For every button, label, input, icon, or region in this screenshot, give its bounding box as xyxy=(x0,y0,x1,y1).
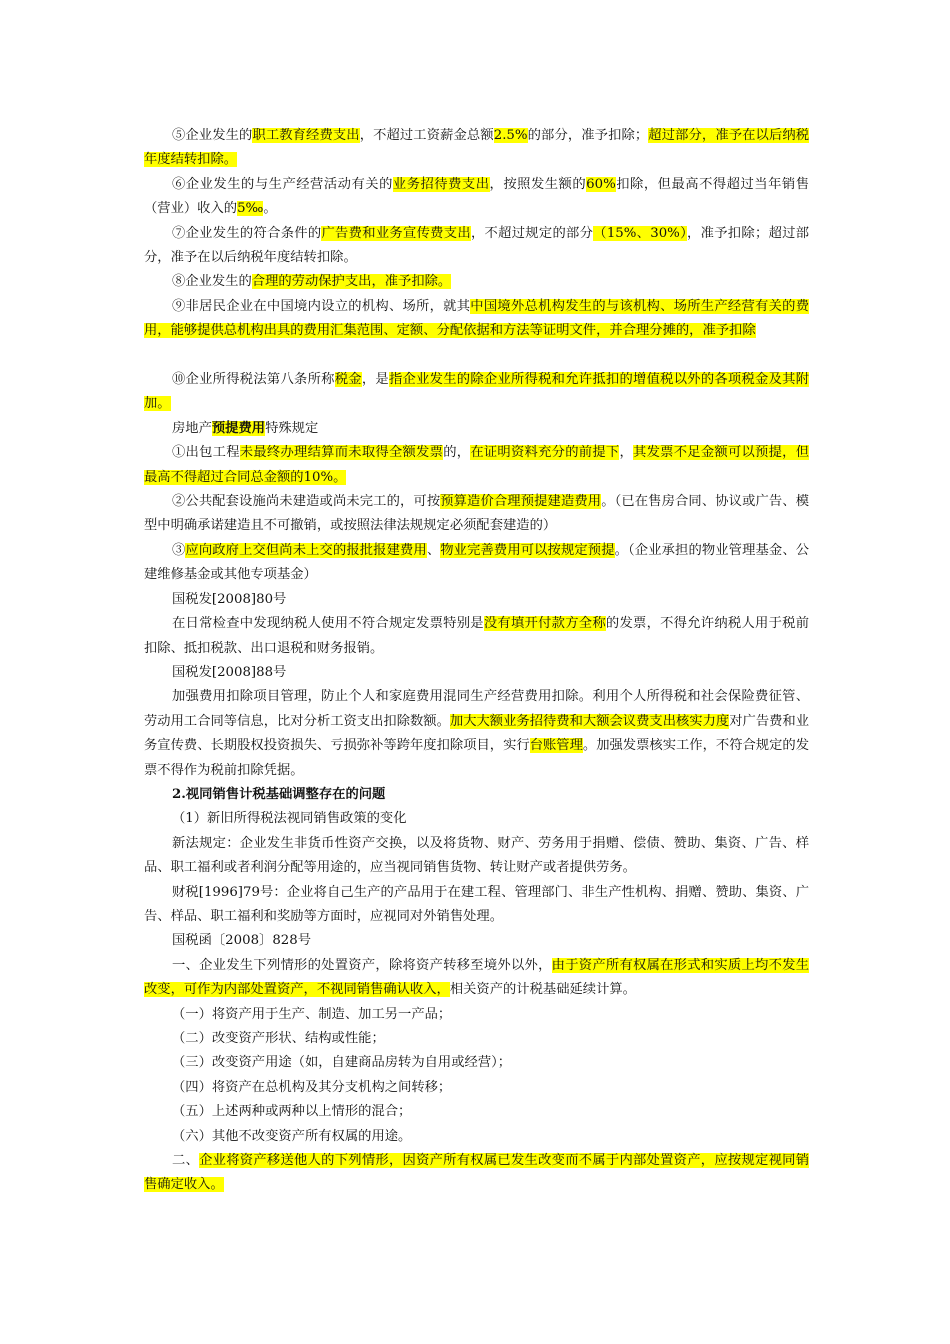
text-run: 相关资产的计税基础延续计算。 xyxy=(449,982,636,998)
paragraph xyxy=(144,1100,809,1124)
text-run: 房地产 xyxy=(172,420,212,436)
paragraph xyxy=(144,661,809,685)
text-run: 。 xyxy=(263,201,277,217)
text-run: （1）新旧所得税法视同销售政策的变化 xyxy=(172,811,407,827)
highlighted-text: 应向政府上交但尚未上交的报批报建费用 xyxy=(185,542,427,558)
text-run: ⑩企业所得税法第八条所称 xyxy=(172,372,335,388)
paragraph xyxy=(144,173,809,222)
paragraph xyxy=(144,441,809,490)
paragraph-spacer xyxy=(144,344,809,368)
text-run: ，不超过工资薪金总额 xyxy=(359,128,494,143)
highlighted-text: 5‰ xyxy=(237,201,264,217)
highlighted-text: 由于资产所有权属在形式和实质上均不发生改变，可作为内部处置资产，不视同销售确认收入， xyxy=(144,957,810,998)
text-run: （一）将资产用于生产、制造、加工另一产品； xyxy=(172,1006,452,1022)
paragraph xyxy=(144,417,809,441)
paragraph xyxy=(144,807,809,831)
text-run: 一、企业发生下列情形的处置资产，除将资产转移至境外以外， xyxy=(172,957,552,973)
text-run: ，按照发生额的 xyxy=(489,176,587,192)
text-run: 的部分，准予扣除； xyxy=(527,128,649,143)
text-run: 对广告费和业务宣传费、长期股权投资损失、亏损弥补等跨年度扣除项目，实行 xyxy=(144,713,810,754)
text-run: 新法规定：企业发生非货币性资产交换，以及将货物、财产、劳务用于捐赠、偿债、赞助、集资、广告、样品、职工福利或者利润分配等用途的，应当视同销售货物、转让财产或者提供劳务。 xyxy=(144,835,809,876)
paragraph xyxy=(144,222,809,271)
text-run: 。（已在售房合同、协议或广告、模型中明确承诺建造且不可撤销，或按照法律法规规定必须配套建造的） xyxy=(144,494,810,534)
document-page xyxy=(144,124,809,1198)
text-run: ②公共配套设施尚未建造或尚未完工的，可按 xyxy=(172,494,441,510)
text-run: ，是 xyxy=(361,372,389,388)
text-run: 国税发[2008]80号 xyxy=(172,591,287,607)
text-run: （四）将资产在总机构及其分支机构之间转移； xyxy=(172,1079,452,1095)
text-run: 加强费用扣除项目管理，防止个人和家庭费用混同生产经营费用扣除。利用个人所得税和社会保险费征管、劳动用工合同等信息，比对分析工资支出扣除数额。 xyxy=(144,689,809,729)
text-run: 财税[1996]79号：企业将自己生产的产品用于在建工程、管理部门、非生产性机构、捐赠、赞助、集资、广告、样品、职工福利和奖励等方面时，应视同对外销售处理。 xyxy=(144,884,809,924)
highlighted-text: 指企业发生的除企业所得税和允许抵扣的增值税以外的各项税金及其附加。 xyxy=(144,372,810,412)
text-run: ⑤企业发生的 xyxy=(172,128,253,143)
text-run: 国税发[2008]88号 xyxy=(172,664,287,680)
text-run: 。（企业承担的物业管理基金、公建维修基金或其他专项基金） xyxy=(144,542,810,583)
text-run: 在日常检查中发现纳税人使用不符合规定发票特别是 xyxy=(172,616,484,632)
text-run: ①出包工程 xyxy=(172,445,240,461)
highlighted-text: 台账管理 xyxy=(529,738,583,754)
text-run: ，准予扣除；超过部分，准予在以后纳税年度结转扣除。 xyxy=(144,225,810,266)
text-run: ，不超过规定的部分 xyxy=(470,225,594,241)
paragraph xyxy=(144,490,809,539)
text-run: （二）改变资产形状、结构或性能； xyxy=(172,1031,385,1047)
text-run: （三）改变资产用途（如，自建商品房转为自用或经营）； xyxy=(172,1055,512,1071)
paragraph xyxy=(144,295,809,344)
highlighted-text: 合理的劳动保护支出，准予扣除。 xyxy=(251,274,452,290)
text-run: 国税函〔2008〕828号 xyxy=(172,933,312,949)
text-run: ③ xyxy=(172,542,186,558)
paragraph xyxy=(144,588,809,612)
text-run: （五）上述两种或两种以上情形的混合； xyxy=(172,1104,412,1120)
text-run: 的发票，不得允许纳税人用于税前扣除、抵扣税款、出口退税和财务报销。 xyxy=(144,616,810,656)
paragraph xyxy=(144,1076,809,1100)
highlighted-text: 加大大额业务招待费和大额会议费支出核实力度 xyxy=(449,713,730,729)
paragraph xyxy=(144,881,809,930)
text-run: 的， xyxy=(443,445,471,461)
text-run: 2.视同销售计税基础调整存在的问题 xyxy=(172,786,386,802)
paragraph xyxy=(144,1125,809,1149)
paragraph xyxy=(144,124,809,173)
paragraph xyxy=(144,539,809,588)
text-run: ⑧企业发生的 xyxy=(172,274,252,290)
text-run: （六）其他不改变资产所有权属的用途。 xyxy=(172,1128,412,1144)
text-run: 二、 xyxy=(172,1153,200,1169)
highlighted-text: 中国境外总机构发生的与该机构、场所生产经营有关的费用，能够提供总机构出具的费用汇集范围、定额、分配依据和方法等证明文件，并合理分摊的，准予扣除 xyxy=(144,298,810,339)
highlighted-text: 职工教育经费支出 xyxy=(252,128,360,143)
paragraph xyxy=(144,270,809,294)
highlighted-text: 2.5% xyxy=(493,128,528,143)
text-run: 、 xyxy=(426,542,441,558)
paragraph xyxy=(144,612,809,661)
paragraph xyxy=(144,832,809,881)
paragraph xyxy=(144,1027,809,1051)
highlighted-text: （15%、30%） xyxy=(593,225,688,241)
paragraph xyxy=(144,685,809,783)
text-run: ⑥企业发生的与生产经营活动有关的 xyxy=(172,176,393,192)
highlighted-text: 税金 xyxy=(334,372,362,388)
paragraph xyxy=(144,368,809,417)
paragraph xyxy=(144,1051,809,1075)
highlighted-text: 在证明资料充分的前提下 xyxy=(470,445,620,461)
highlighted-text: 60% xyxy=(586,176,616,192)
text-run: 扣除，但最高不得超过当年销售（营业）收入的 xyxy=(144,176,810,217)
text-run: ⑨非居民企业在中国境内设立的机构、场所，就其 xyxy=(172,298,471,314)
text-run: ⑦企业发生的符合条件的 xyxy=(172,225,322,241)
paragraph xyxy=(144,954,809,1003)
paragraph xyxy=(144,783,809,807)
highlighted-text: 预算造价合理预提建造费用 xyxy=(440,494,602,510)
text-run: 。加强发票核实工作，不符合规定的发票不得作为税前扣除凭据。 xyxy=(144,738,810,778)
highlighted-text: 预提费用 xyxy=(211,420,266,436)
highlighted-text: 其发票不足金额可以预提，但最高不得超过合同总金额的10%。 xyxy=(144,445,810,485)
highlighted-text: 物业完善费用可以按规定预提 xyxy=(440,542,615,558)
text-run: 特殊规定 xyxy=(265,420,319,436)
text-run: ， xyxy=(619,445,634,461)
paragraph xyxy=(144,1003,809,1027)
highlighted-text: 广告费和业务宣传费支出 xyxy=(321,225,471,241)
highlighted-text: 未最终办理结算而未取得全额发票 xyxy=(239,445,444,461)
paragraph xyxy=(144,1149,809,1198)
highlighted-text: 超过部分，准予在以后纳税年度结转扣除。 xyxy=(144,128,810,168)
highlighted-text: 没有填开付款方全称 xyxy=(483,616,606,632)
highlighted-text: 企业将资产移送他人的下列情形，因资产所有权属已发生改变而不属于内部处置资产，应按规定视同销售确定收入。 xyxy=(144,1153,810,1193)
highlighted-text: 业务招待费支出 xyxy=(392,176,490,192)
paragraph xyxy=(144,929,809,953)
